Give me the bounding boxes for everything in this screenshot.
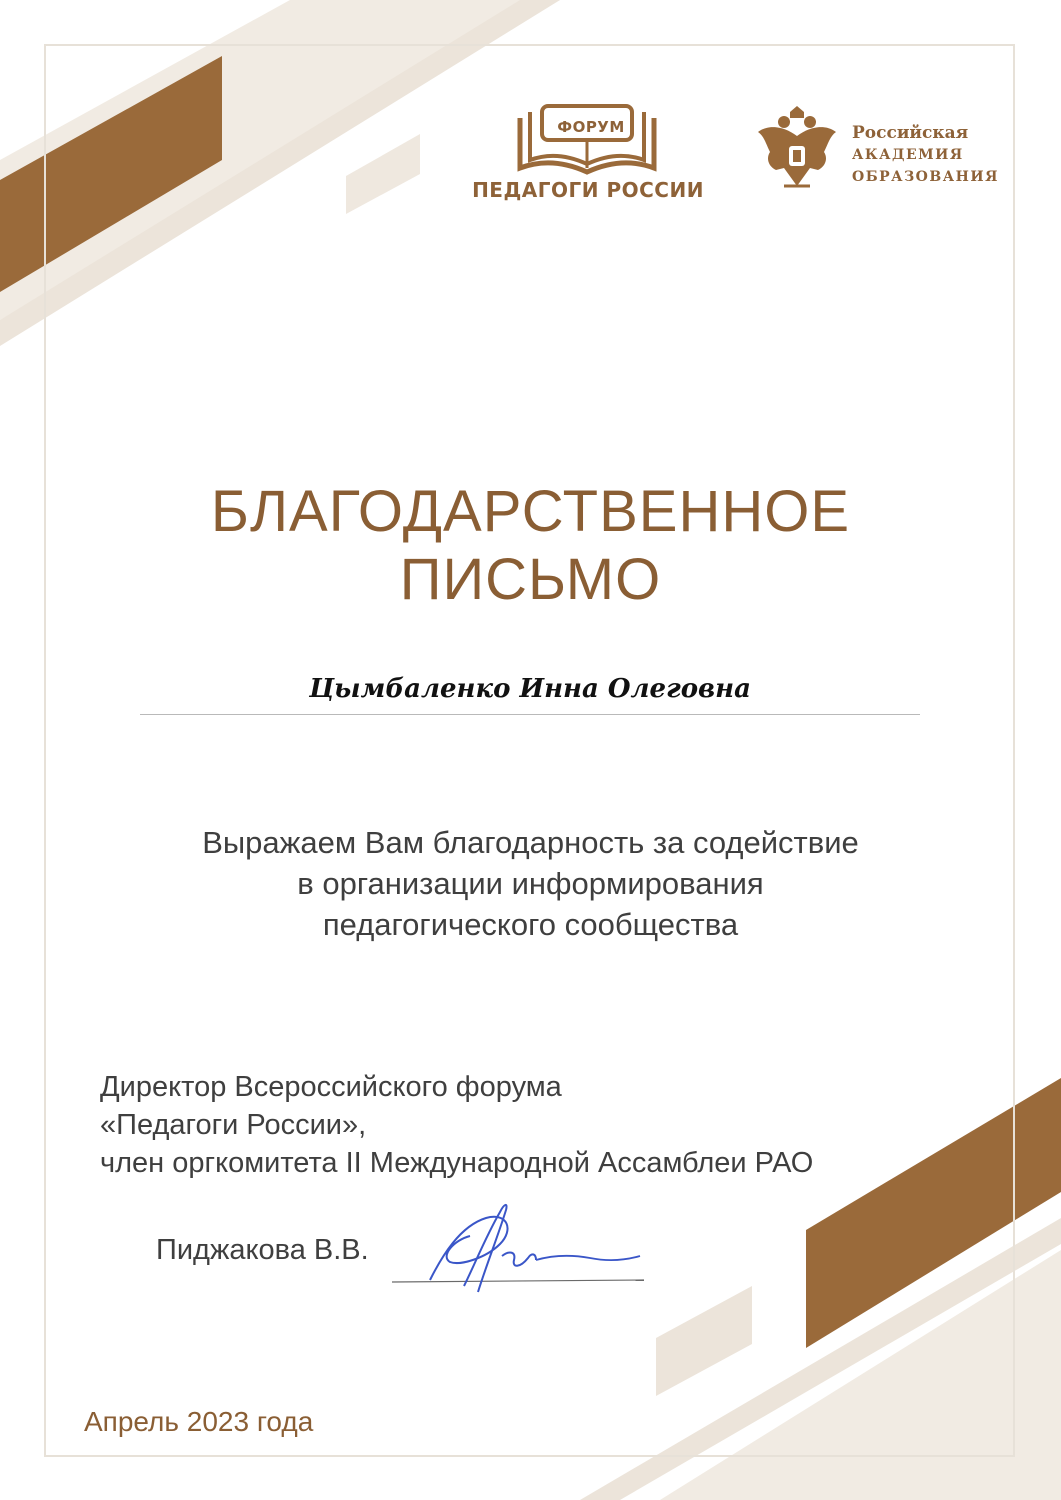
academy-name-line1: Российская [852,123,969,143]
document-title [0,478,1061,614]
issue-date: Апрель 2023 года [84,1406,314,1437]
director-title [100,1068,813,1182]
gratitude-message [0,822,1061,945]
title-line2: ПИСЬМО [399,547,662,612]
recipient-name: Цымбаленко Инна Олеговна [309,674,751,704]
forum-subtitle: ПЕДАГОГИ РОССИИ [472,178,704,202]
message-line3: педагогического сообщества [322,907,739,942]
title-line1: БЛАГОДАРСТВЕННОЕ [210,479,851,544]
signer-name: Пиджакова В.В. [156,1234,369,1266]
open-book-icon [512,98,662,178]
academy-name-line2: АКАДЕМИЯ [852,147,964,163]
director-line2: «Педагоги России», [100,1109,367,1141]
forum-word: ФОРУМ [557,118,625,136]
forum-logo [460,98,716,208]
director-line3: член оргкомитета II Международной Ассамблеи РАО [100,1147,814,1179]
double-headed-eagle-icon [754,106,840,196]
director-line1: Директор Всероссийского форума [100,1071,562,1103]
academy-logo [754,106,1014,202]
recipient-underline [140,714,920,715]
message-line1: Выражаем Вам благодарность за содействие [202,825,859,860]
academy-name-line3: ОБРАЗОВАНИЯ [852,169,999,185]
message-line2: в организации информирования [297,866,764,901]
handwritten-signature [390,1196,650,1306]
